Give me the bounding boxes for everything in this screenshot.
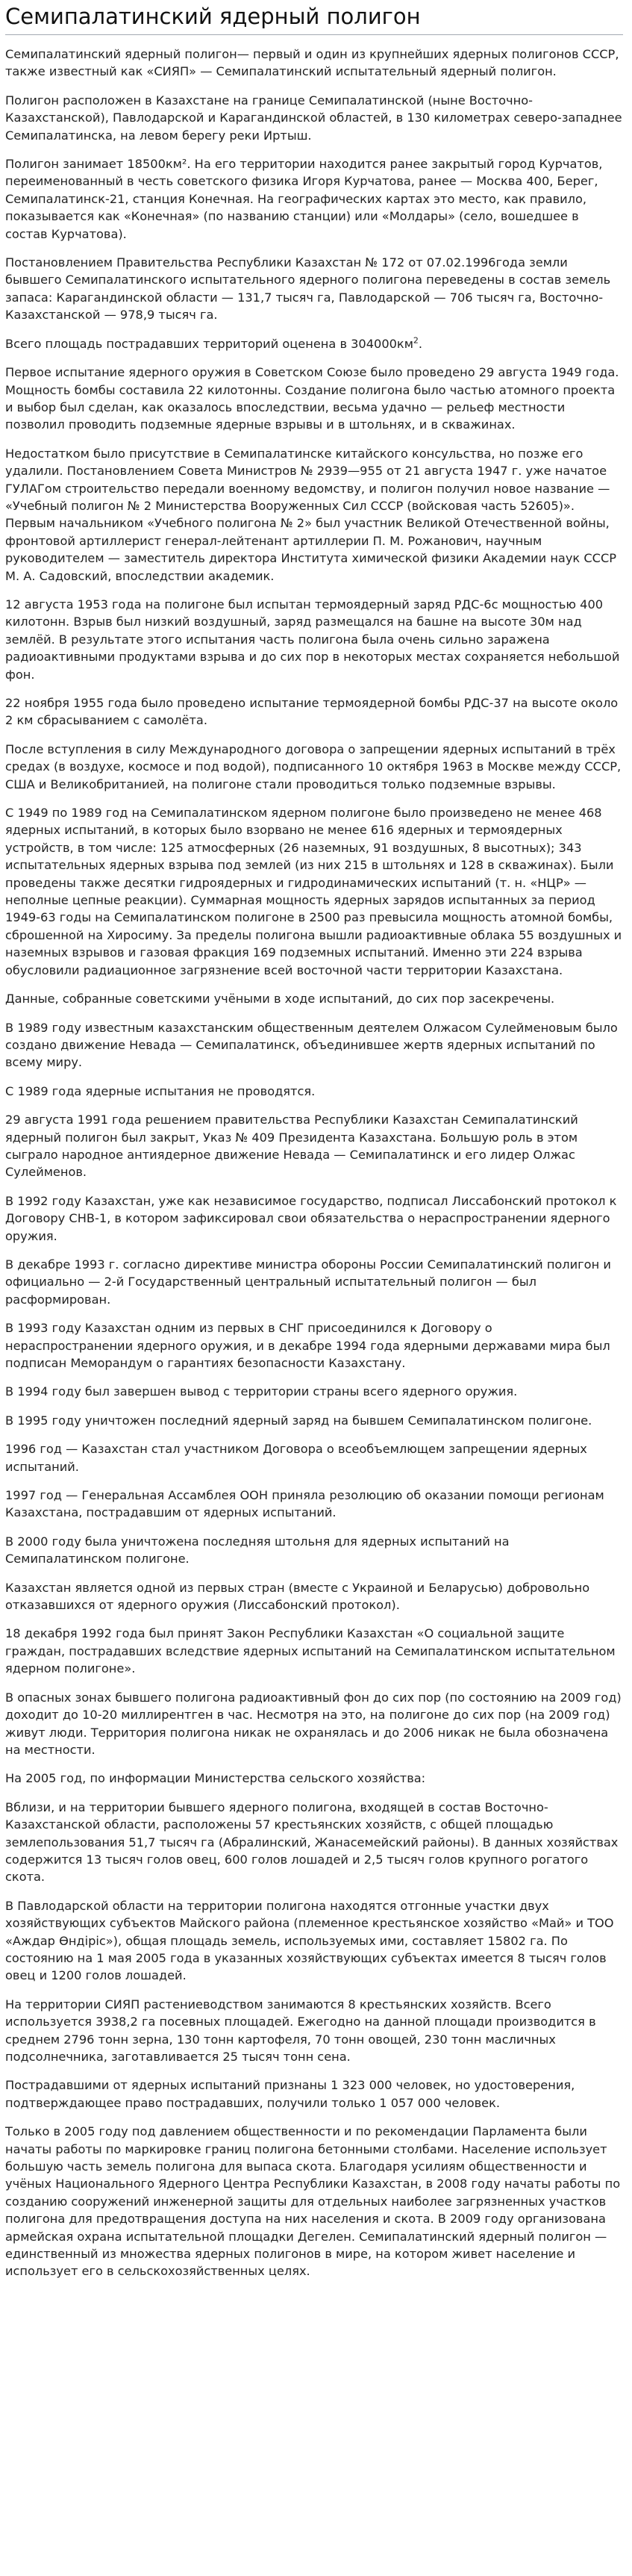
paragraph: В декабре 1993 г. согласно директиве министра обороны России Семипалатинский полигон и официально — 2-й Государственный центральный испытательный полигон — был расформирован. (5, 1257, 611, 1307)
paragraph: Только в 2005 году под давлением общественности и по рекомендации Парламента были начаты работы по маркировке границ полигона бетонными столбами. Население использует большую часть земель полигона для выпаса скота. Благодаря усилиям общественности и учёных Национального Ядерного Центра Республики Казахстан, в 2008 году начаты работы по созданию сооружений инженерной защиты для отдельных наиболее загрязненных участков полигона для предотвращения доступа на них населения и скота. В 2009 году организована армейская охрана испытательной площадки Дегелен. Семипалатинский ядерный полигон — единственный из множества ядерных полигонов в мире, на котором живет население и использует его в сельскохозяйственных целях. (5, 2124, 621, 2279)
paragraph: 29 августа 1991 года решением правительства Республики Казахстан Семипалатинский ядерный полигон был закрыт, Указ № 409 Президента Казахстана. Большую роль в этом сыграло народное антиядерное движение Невада — Семипалатинск и его лидер Олжас Сулейменов. (5, 1113, 578, 1180)
paragraph: 18 декабря 1992 года был принят Закон Республики Казахстан «О социальной защите граждан, пострадавших вследствие ядерных испытаний на Семипалатинском испытательном ядерном полигоне». (5, 1626, 616, 1676)
paragraph: С 1949 по 1989 год на Семипалатинском ядерном полигоне было произведено не менее 468 ядерных испытаний, в которых было взорвано не менее 616 ядерных и термоядерных устройств, в том числе: 125 атмосферных (26 наземных, 91 воздушных, 8 высотных); 343 испытательных ядерных взрыва под землей (из них 215 в штольнях и 128 в скважинах). Были проведены также десятки гидроядерных и гидродинамических испытаний (т. н. «НЦР» — неполные цепные реакции). Суммарная мощность ядерных зарядов испытанных за период 1949-63 годы на Семипалатинском полигоне в 2500 раз превысила мощность атомной бомбы, сброшенной на Хиросиму. За пределы полигона вышли радиоактивные облака 55 воздушных и наземных взрывов и газовая фракция 169 подземных испытаний. Именно эти 224 взрыва обусловили радиационное загрязнение всей восточной части территории Казахстана. (5, 806, 622, 977)
paragraph: После вступления в силу Международного договора о запрещении ядерных испытаний в трёх средах (в воздухе, космосе и под водой), подписанного 10 октября 1963 в Москве между СССР, США и Великобританией, на полигоне стали проводиться только подземные взрывы. (5, 741, 622, 791)
paragraph: На 2005 год, по информации Министерства сельского хозяйства: (5, 1771, 426, 1786)
paragraph: 1997 год — Генеральная Ассамблея ООН приняла резолюцию об оказании помощи регионам Казахстана, пострадавшим от ядерных испытаний. (5, 1488, 604, 1520)
paragraph: В 2000 году была уничтожена последняя штольня для ядерных испытаний на Семипалатинском полигоне. (5, 1534, 510, 1567)
paragraph: 22 ноября 1955 года было проведено испытание термоядерной бомбы РДС-37 на высоте около 2 км сбрасыванием с самолёта. (5, 696, 619, 728)
paragraph: В опасных зонах бывшего полигона радиоактивный фон до сих пор (по состоянию на 2009 год) доходит до 10-20 миллирентген в час. Несмотря на это, на полигоне до сих пор (на 2009 год) живут люди. Территория полигона никак не охранялась и до 2006 никак не была обозначена на местности. (5, 1690, 622, 1757)
total-area-text: Всего площадь пострадавших территорий оценена в 304000км (5, 336, 413, 351)
paragraph: В Павлодарской области на территории полигона находятся отгонные участки двух хозяйствующих субъектов Майского района (племенное крестьянское хозяйство «Май» и ТОО «Аждар Өндіріс»), общая площадь земель, используемых ими, составляет 15802 га. По состоянию на 1 мая 2005 года в указанных хозяйствующих субъектах имеется 8 тысяч голов овец и 1200 голов лошадей. (5, 1898, 614, 1983)
paragraph-intro: Семипалатинский ядерный полигон— первый и один из крупнейших ядерных полигонов СССР, также известный как «СИЯП» — Семипалатинский испытательный ядерный полигон. (5, 47, 619, 79)
paragraph: В 1989 году известным казахстанским общественным деятелем Олжасом Сулейменовым было создано движение Невада — Семипалатинск, объединившее жертв ядерных испытаний по всему миру. (5, 1020, 618, 1070)
paragraph: Пострадавшими от ядерных испытаний признаны 1 323 000 человек, но удостоверения, подтверждающее право пострадавших, получили только 1 057 000 человек. (5, 2078, 575, 2110)
paragraph: В 1995 году уничтожен последний ядерный заряд на бывшем Семипалатинском полигоне. (5, 1413, 592, 1428)
paragraph: В 1993 году Казахстан одним из первых в СНГ присоединился к Договору о нераспространении ядерного оружия, и в декабре 1994 года ядерными державами мира был подписан Меморандум о гарантиях безопасности Казахстану. (5, 1321, 610, 1370)
paragraph: Данные, собранные советскими учёными в ходе испытаний, до сих пор засекречены. (5, 992, 555, 1007)
paragraph: С 1989 года ядерные испытания не проводятся. (5, 1083, 316, 1098)
paragraph: Казахстан является одной из первых стран (вместе с Украиной и Беларусью) добровольно отказавшихся от ядерного оружия (Лиссабонский протокол). (5, 1580, 590, 1613)
paragraph-total-area (5, 335, 623, 352)
article-body (5, 46, 623, 2280)
paragraph: 1996 год — Казахстан стал участником Договора о всеобъемлющем запрещении ядерных испытаний. (5, 1442, 587, 1474)
paragraph: На территории СИЯП растениеводством занимаются 8 крестьянских хозяйств. Всего используется 3938,2 га посевных площадей. Ежегодно на данной площади производится в среднем 2796 тонн зерна, 130 тонн картофеля, 70 тонн овощей, 230 тонн масличных подсолнечника, заготавливается 25 тысяч тонн сена. (5, 1997, 596, 2064)
paragraph: Недостатком было присутствие в Семипалатинске китайского консульства, но позже его удалили. Постановлением Совета Министров № 2939—955 от 21 августа 1947 г. уже начатое ГУЛАГом строительство передали военному ведомству, и полигон получил новое название — «Учебный полигон № 2 Министерства Вооруженных Сил СССР (войсковая часть 52605)». Первым начальником «Учебного полигона № 2» был участник Великой Отечественной войны, фронтовой артиллерист генерал-лейтенант артиллерии П. М. Рожанович, научным руководителем — заместитель директора Института химической физики Академии наук СССР М. А. Садовский, впоследствии академик. (5, 446, 617, 583)
paragraph: Первое испытание ядерного оружия в Советском Союзе было проведено 29 августа 1949 года. Мощность бомбы составила 22 килотонны. Создание полигона было частью атомного проекта и выбор был сделан, как оказалось впоследствии, весьма удачно — рельеф местности позволил проводить подземные ядерные взрывы и в штольнях, и в скважинах. (5, 365, 619, 432)
superscript: 2 (413, 335, 419, 346)
paragraph-location: Полигон расположен в Казахстане на границе Семипалатинской (ныне Восточно-Казахстанской), Павлодарской и Карагандинской областей, в 130 километрах северо-западнее Семипалатинска, на левом берегу реки Иртыш. (5, 93, 622, 143)
page-title: Семипалатинский ядерный полигон (5, 0, 623, 35)
total-area-end: . (418, 336, 423, 351)
paragraph-area: Полигон занимает 18500км². На его территории находится ранее закрытый город Курчатов, переименованный в честь советского физика Игоря Курчатова, ранее — Москва 400, Берег, Семипалатинск-21, станция Конечная. На географических картах это место, как правило, показывается как «Конечная» (по названию станции) или «Молдары» (село, вошедшее в состав Курчатова). (5, 157, 603, 241)
paragraph: В 1994 году был завершен вывод с территории страны всего ядерного оружия. (5, 1384, 518, 1399)
paragraph: 12 августа 1953 года на полигоне был испытан термоядерный заряд РДС-6с мощностью 400 килотонн. Взрыв был низкий воздушный, заряд размещался на башне на высоте 30м над землёй. В результате этого испытания часть полигона была очень сильно заражена радиоактивными продуктами взрыва и до сих пор в некоторых местах сохраняется небольшой фон. (5, 597, 620, 682)
paragraph: В 1992 году Казахстан, уже как независимое государство, подписал Лиссабонский протокол к Договору СНВ-1, в котором зафиксировал свои обязательства о нераспространении ядерного оружия. (5, 1193, 617, 1243)
paragraph: Вблизи, и на территории бывшего ядерного полигона, входящей в состав Восточно-Казахстанской области, расположены 57 крестьянских хозяйств, с общей площадью землепользования 51,7 тысяч га (Абралинский, Жанасемейский районы). В данных хозяйствах содержится 13 тысяч голов овец, 600 голов лошадей и 2,5 тысяч голов крупного рогатого скота. (5, 1799, 619, 1885)
paragraph-resolution: Постановлением Правительства Республики Казахстан № 172 от 07.02.1996года земли бывшего Семипалатинского испытательного ядерного полигона переведены в состав земель запаса: Карагандинской области — 131,7 тысяч га, Павлодарской — 706 тысяч га, Восточно-Казахстанской — 978,9 тысяч га. (5, 255, 611, 323)
